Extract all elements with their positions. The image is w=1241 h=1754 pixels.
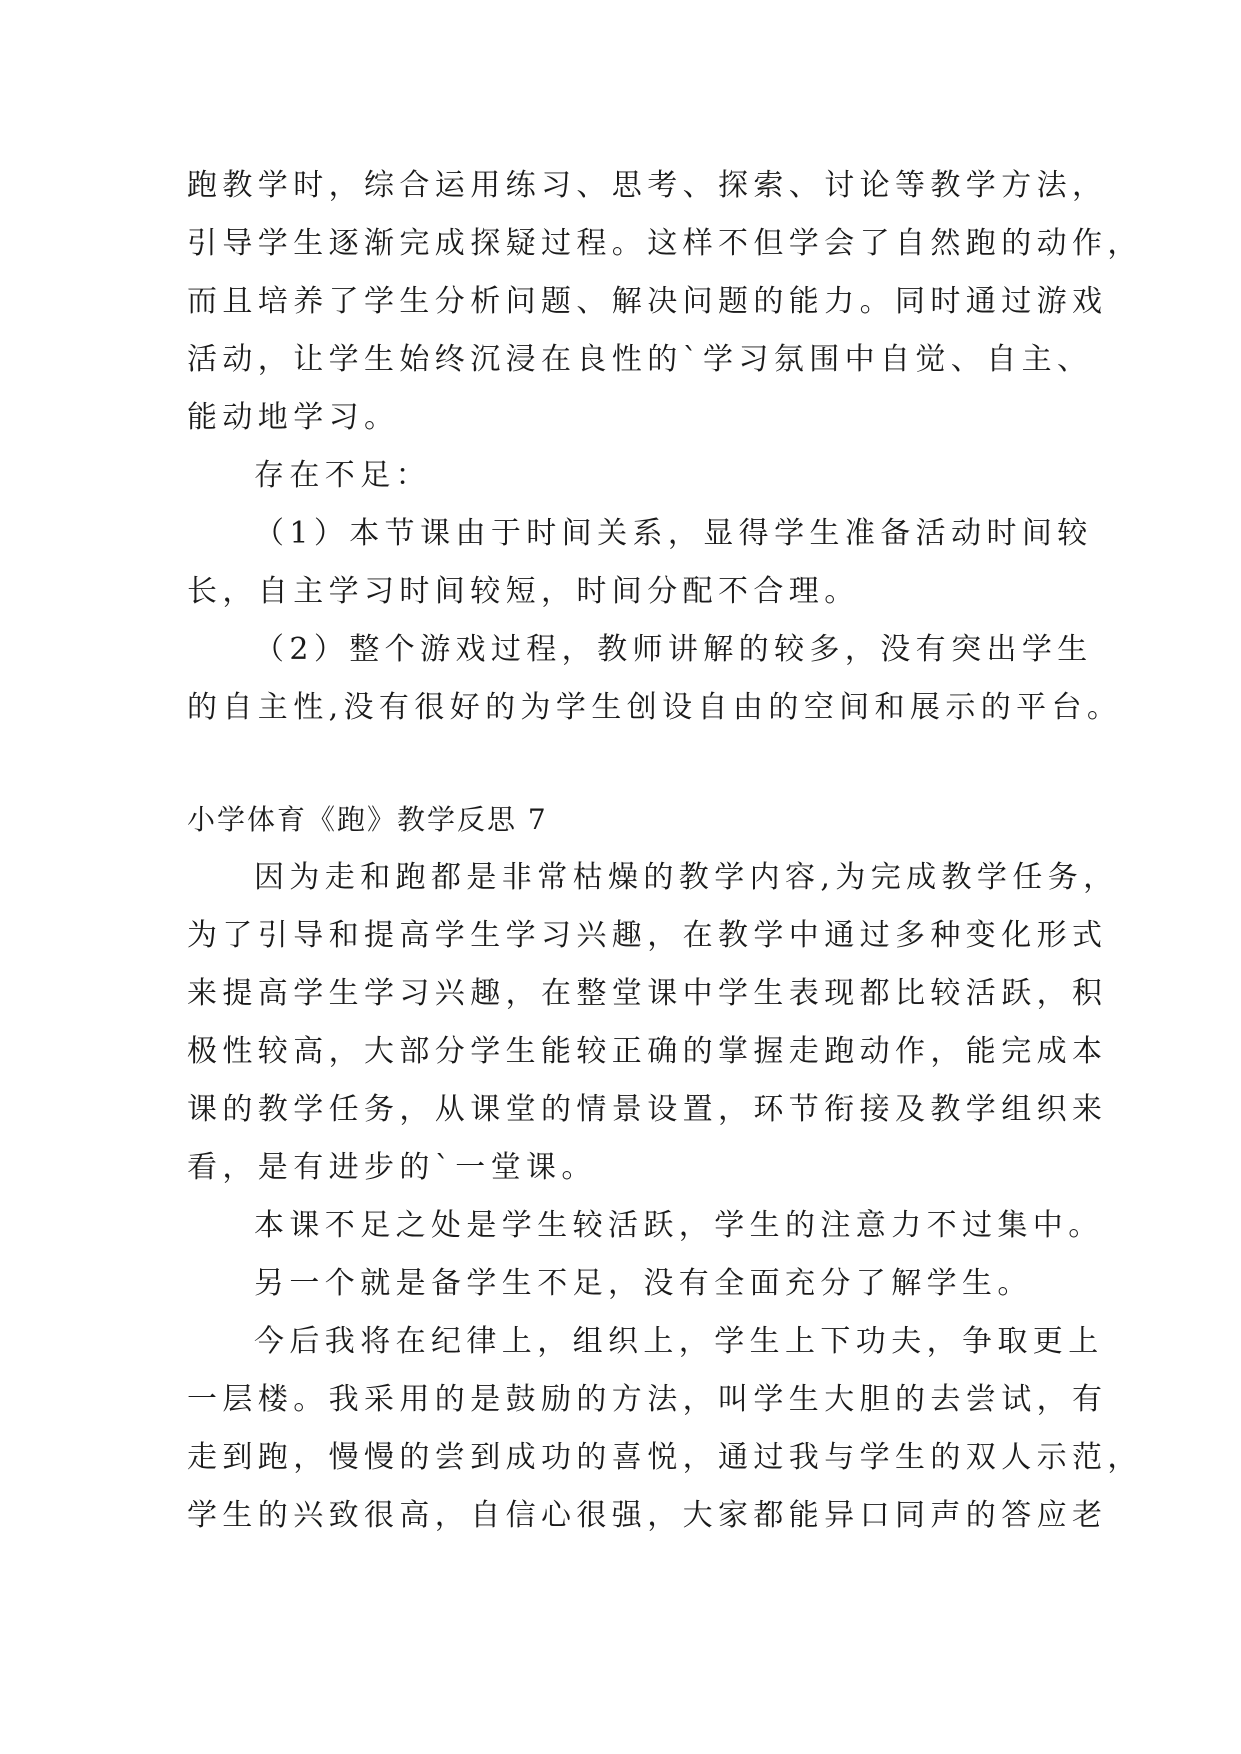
paragraph-line: 看，是有进步的`一堂课。 [187, 1150, 597, 1185]
paragraph-line: 今后我将在纪律上，组织上，学生上下功夫，争取更上 [254, 1324, 1104, 1359]
paragraph-line: 来提高学生学习兴趣，在整堂课中学生表现都比较活跃，积 [187, 976, 1108, 1011]
paragraph-line: 引导学生逐渐完成探疑过程。这样不但学会了自然跑的动作， [187, 226, 1143, 261]
paragraph-line: 一层楼。我采用的是鼓励的方法，叫学生大胆的去尝试，有 [187, 1382, 1108, 1417]
paragraph-line: 活动，让学生始终沉浸在良性的`学习氛围中自觉、自主、 [187, 342, 1093, 377]
paragraph-line: 的自主性,没有很好的为学生创设自由的空间和展示的平台。 [187, 690, 1123, 725]
paragraph-line: 能动地学习。 [187, 400, 400, 435]
paragraph-line: 存在不足： [254, 458, 431, 493]
paragraph-line: 因为走和跑都是非常枯燥的教学内容,为完成教学任务， [254, 860, 1119, 895]
paragraph-line: （1）本节课由于时间关系，显得学生准备活动时间较 [254, 516, 1093, 551]
paragraph-line: 走到跑，慢慢的尝到成功的喜悦，通过我与学生的双人示范， [187, 1440, 1143, 1475]
paragraph-line: 学生的兴致很高，自信心很强，大家都能异口同声的答应老 [187, 1498, 1108, 1533]
paragraph-line: 课的教学任务，从课堂的情景设置，环节衔接及教学组织来 [187, 1092, 1108, 1127]
paragraph-line: 而且培养了学生分析问题、解决问题的能力。同时通过游戏 [187, 284, 1108, 319]
section-heading: 小学体育《跑》教学反思 7 [187, 803, 548, 836]
paragraph-line: 长，自主学习时间较短，时间分配不合理。 [187, 574, 860, 609]
paragraph-line: 为了引导和提高学生学习兴趣，在教学中通过多种变化形式 [187, 918, 1108, 953]
paragraph-line: 本课不足之处是学生较活跃，学生的注意力不过集中。 [254, 1208, 1104, 1243]
paragraph-line: 跑教学时，综合运用练习、思考、探索、讨论等教学方法， [187, 168, 1108, 203]
paragraph-line: 另一个就是备学生不足，没有全面充分了解学生。 [254, 1266, 1033, 1301]
paragraph-line: （2）整个游戏过程，教师讲解的较多，没有突出学生 [254, 632, 1093, 667]
paragraph-line: 极性较高，大部分学生能较正确的掌握走跑动作，能完成本 [187, 1034, 1108, 1069]
